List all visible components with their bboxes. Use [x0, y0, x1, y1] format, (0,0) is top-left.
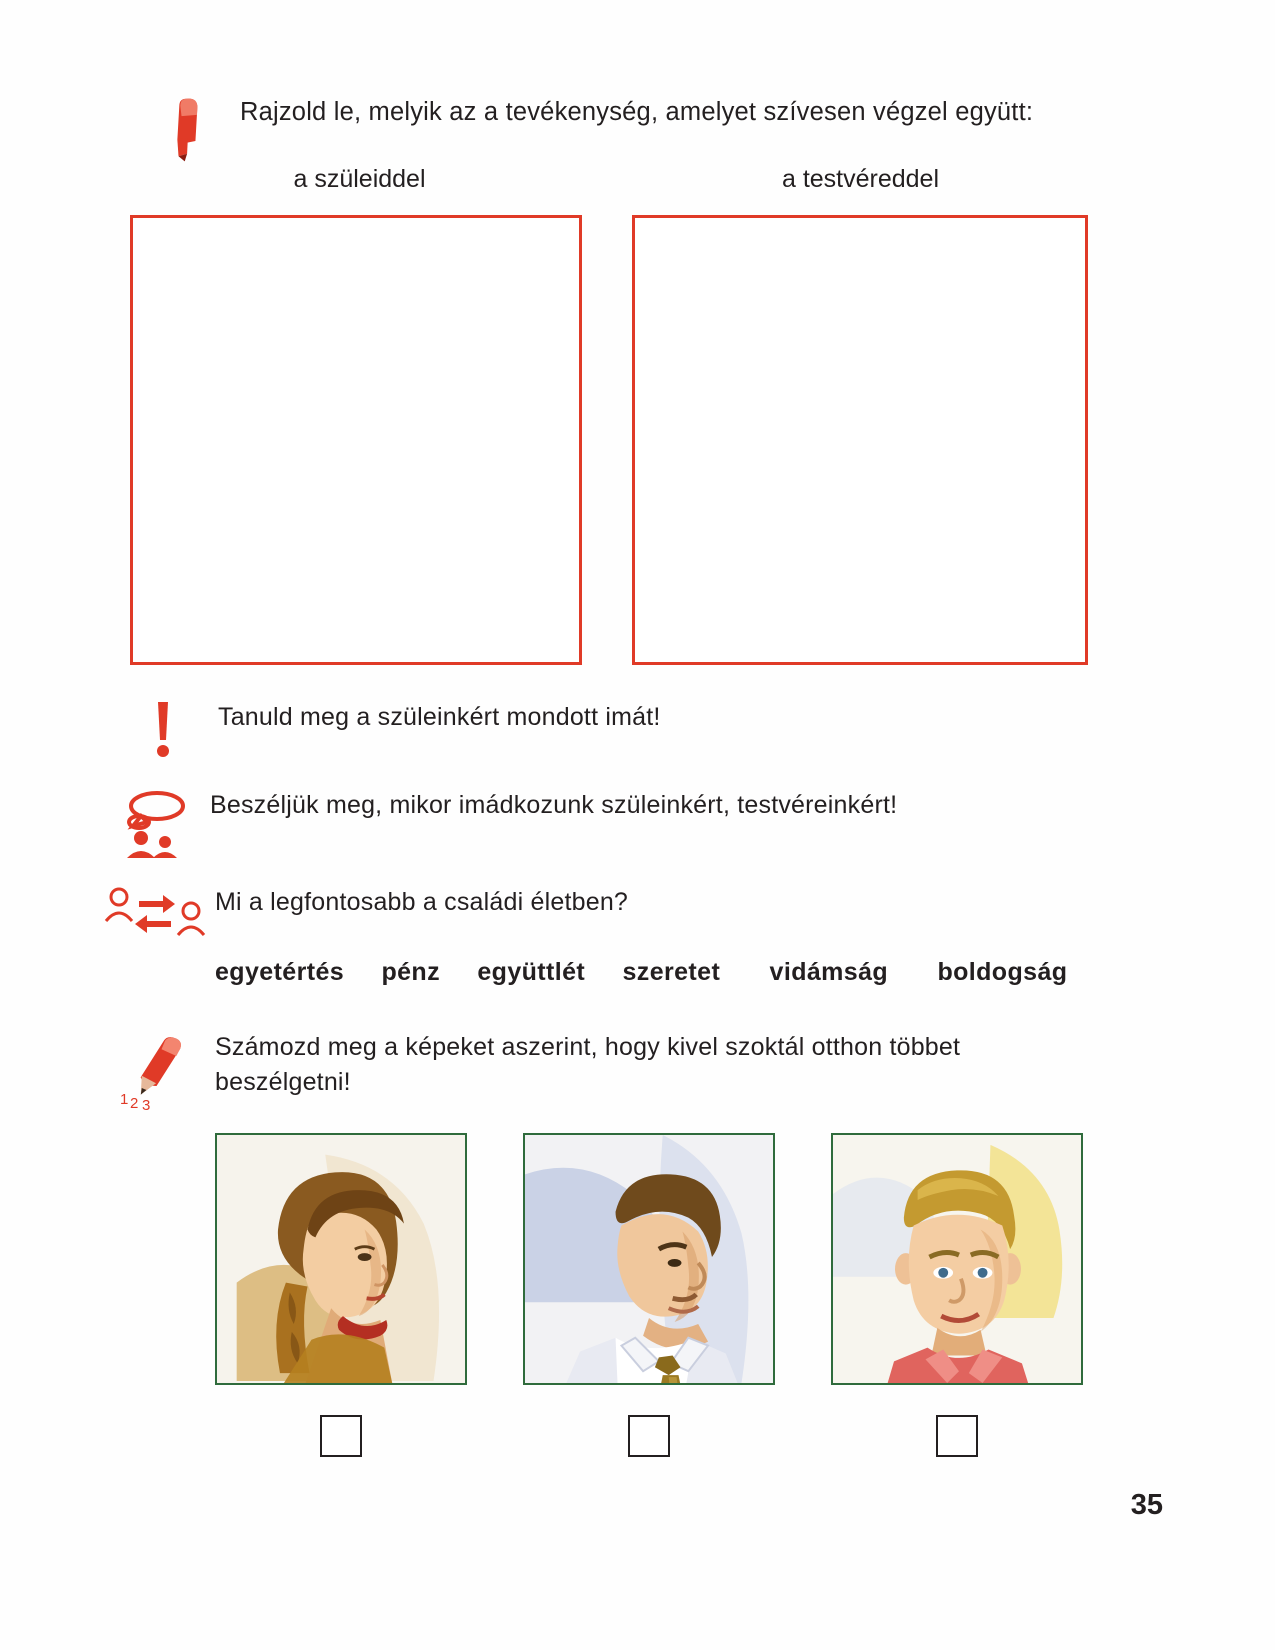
task-draw — [130, 95, 1140, 167]
boy-portrait-image[interactable] — [831, 1133, 1083, 1385]
draw-column-labels — [130, 165, 1090, 194]
draw-label-sibling: a testvéreddel — [781, 165, 940, 193]
two-people-exchange-icon — [95, 885, 215, 947]
draw-area-sibling[interactable] — [632, 215, 1088, 665]
girl-portrait-image[interactable] — [215, 1133, 467, 1385]
keyword-5[interactable]: boldogság — [937, 958, 1068, 986]
keyword-2[interactable]: együttlét — [477, 958, 586, 986]
picture-list — [215, 1133, 1083, 1457]
discuss-text: Beszéljük meg, mikor imádkozunk szüleinkért, testvéreinkért! — [210, 791, 898, 819]
pencil-icon — [130, 95, 240, 167]
draw-prompt: Rajzold le, melyik az a tevékenység, amelyet szívesen végzel együtt: — [240, 98, 1034, 126]
keyword-0[interactable]: egyetértés — [215, 958, 345, 986]
task-number-pictures — [100, 1030, 1140, 1110]
numbered-pencil-icon — [100, 1030, 215, 1110]
task-question — [95, 885, 1140, 947]
svg-text:1: 1 — [119, 1091, 128, 1108]
draw-label-parents: a szüleiddel — [293, 165, 426, 193]
number-pictures-text: Számozd meg a képeket aszerint, hogy kivel szoktál otthon többet beszélgetni! — [215, 1033, 961, 1096]
exclamation-icon — [108, 700, 218, 760]
keyword-4[interactable]: vidámság — [769, 958, 889, 986]
task-discuss — [100, 788, 1140, 860]
man-portrait-image[interactable] — [523, 1133, 775, 1385]
svg-text:3: 3 — [141, 1097, 150, 1110]
task-learn — [108, 700, 1138, 760]
draw-area-parents[interactable] — [130, 215, 582, 665]
answer-box-1[interactable] — [628, 1415, 670, 1457]
speech-bubble-icon — [100, 788, 210, 860]
svg-text:2: 2 — [129, 1095, 138, 1110]
keyword-1[interactable]: pénz — [381, 958, 440, 986]
draw-boxes — [130, 215, 1088, 665]
answer-box-2[interactable] — [936, 1415, 978, 1457]
answer-box-0[interactable] — [320, 1415, 362, 1457]
picture-item-0 — [215, 1133, 467, 1457]
page-number: 35 — [1130, 1489, 1163, 1521]
question-keywords — [215, 958, 1067, 987]
picture-item-1 — [523, 1133, 775, 1457]
keyword-3[interactable]: szeretet — [622, 958, 721, 986]
learn-text: Tanuld meg a szüleinkért mondott imát! — [218, 703, 661, 731]
picture-item-2 — [831, 1133, 1083, 1457]
question-text: Mi a legfontosabb a családi életben? — [215, 888, 629, 916]
